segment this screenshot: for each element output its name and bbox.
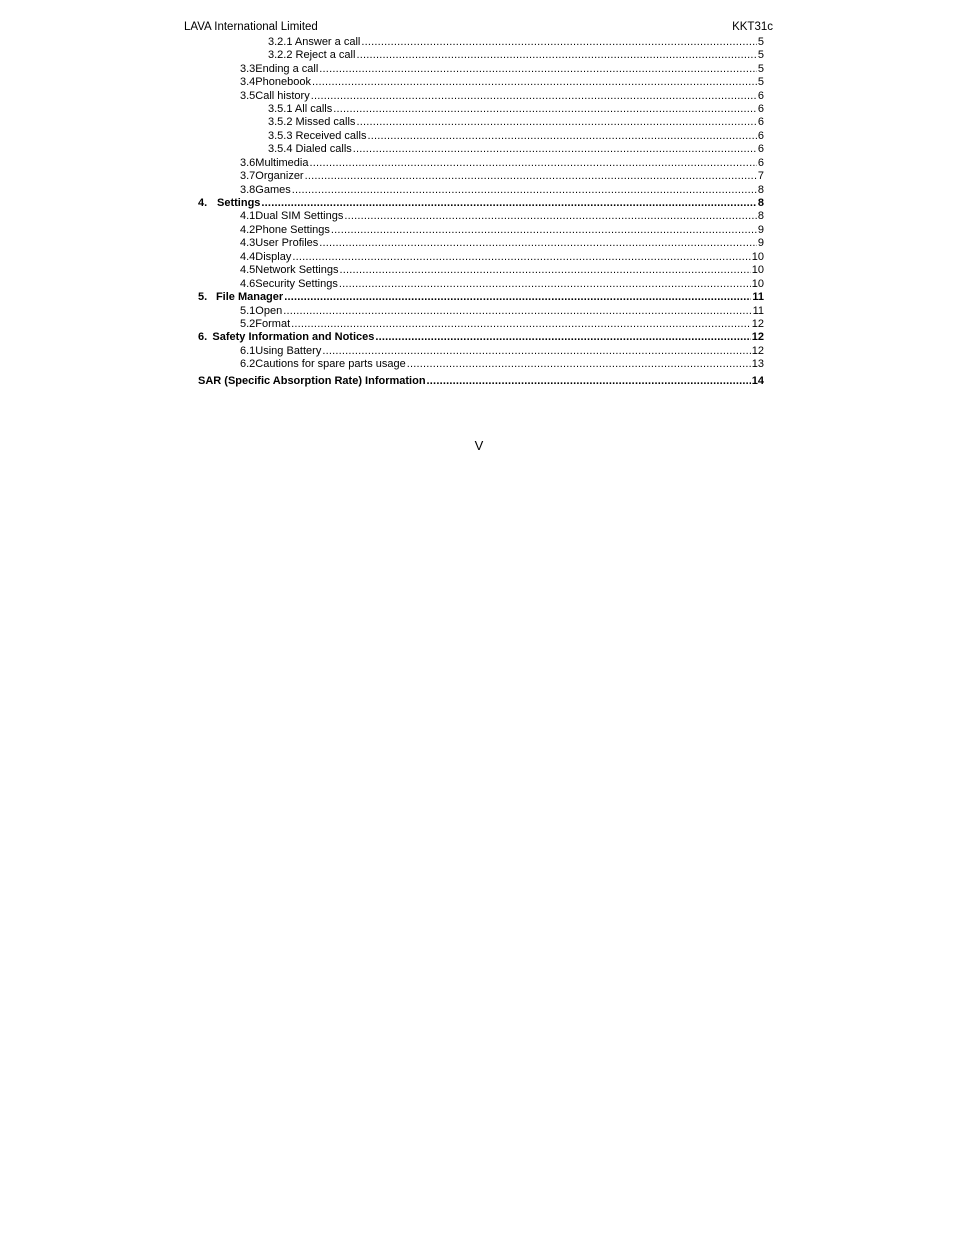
toc-dot-leader xyxy=(356,116,756,129)
toc-entry-page: 5 xyxy=(757,63,764,75)
toc-entry[interactable] xyxy=(268,49,764,62)
toc-entry-page: 13 xyxy=(751,358,764,370)
page-header-company: LAVA International Limited xyxy=(184,21,318,33)
toc-entry-page: 10 xyxy=(751,278,764,290)
toc-entry-page: 8 xyxy=(757,184,764,196)
toc-entry-number: 3.6 xyxy=(240,157,256,169)
toc-entry-page: 9 xyxy=(757,224,764,236)
page-header-model: KKT31c xyxy=(732,21,773,33)
toc-entry-title: 3.5.1 All calls xyxy=(268,103,333,115)
toc-entry[interactable] xyxy=(240,345,764,358)
toc-entry-number: 4.4 xyxy=(240,251,256,263)
toc-entry-page: 8 xyxy=(757,210,764,222)
toc-entry-number: 4.5 xyxy=(240,264,256,276)
toc-entry-title: Display xyxy=(255,251,292,263)
toc-entry-title: Safety Information and Notices xyxy=(212,331,375,343)
toc-entry-number: 6.1 xyxy=(240,345,256,357)
toc-entry-number: 6.2 xyxy=(240,358,256,370)
toc-entry-number: 5.2 xyxy=(240,318,256,330)
toc-entry-title: Cautions for spare parts usage xyxy=(255,358,406,370)
toc-dot-leader xyxy=(319,237,757,250)
toc-dot-leader xyxy=(311,90,757,103)
toc-entry[interactable] xyxy=(268,116,764,129)
toc-entry-title: Organizer xyxy=(255,170,304,182)
toc-entry-number: 3.3 xyxy=(240,63,256,75)
toc-entry[interactable] xyxy=(240,90,764,103)
toc-entry-page: 11 xyxy=(752,291,764,303)
toc-dot-leader xyxy=(322,345,750,358)
toc-entry-page: 6 xyxy=(757,103,764,115)
toc-entry[interactable] xyxy=(240,305,764,318)
toc-entry[interactable] xyxy=(198,291,764,304)
toc-entry-page: 5 xyxy=(757,76,764,88)
toc-dot-leader xyxy=(339,264,750,277)
page-footer xyxy=(0,438,954,453)
toc-entry-title: 3.5.2 Missed calls xyxy=(268,116,356,128)
toc-entry[interactable] xyxy=(240,318,764,331)
toc-entry[interactable] xyxy=(240,210,764,223)
toc-dot-leader xyxy=(305,170,757,183)
toc-entry-page: 5 xyxy=(757,49,764,61)
toc-dot-leader xyxy=(344,210,757,223)
page-number: V xyxy=(474,438,484,453)
toc-entry-title: Multimedia xyxy=(255,157,309,169)
toc-entry-title: 3.2.1 Answer a call xyxy=(268,36,361,48)
toc-dot-leader xyxy=(427,375,751,388)
toc-entry-title: Phonebook xyxy=(255,76,311,88)
toc-entry-number: 4.1 xyxy=(240,210,256,222)
toc-dot-leader xyxy=(284,291,751,304)
toc-entry-page: 11 xyxy=(752,305,764,317)
toc-entry[interactable] xyxy=(240,184,764,197)
toc-dot-leader xyxy=(367,130,756,143)
toc-entry-page: 14 xyxy=(751,375,764,387)
toc-entry-number: 6. xyxy=(198,331,208,343)
toc-entry[interactable] xyxy=(240,237,764,250)
toc-dot-leader xyxy=(312,76,757,89)
toc-entry[interactable] xyxy=(268,130,764,143)
toc-entry[interactable] xyxy=(268,143,764,156)
toc-entry-title: 3.5.4 Dialed calls xyxy=(268,143,352,155)
toc-entry-page: 9 xyxy=(757,237,764,249)
toc-entry[interactable] xyxy=(198,197,764,210)
toc-entry[interactable] xyxy=(240,157,764,170)
toc-entry-title: Security Settings xyxy=(255,278,338,290)
toc-entry-title: SAR (Specific Absorption Rate) Information xyxy=(198,375,426,387)
toc-entry[interactable] xyxy=(198,375,764,388)
toc-entry-page: 7 xyxy=(757,170,764,182)
toc-entry[interactable] xyxy=(240,251,764,264)
toc-dot-leader xyxy=(291,318,751,331)
toc-dot-leader xyxy=(331,224,757,237)
toc-entry-page: 6 xyxy=(757,116,764,128)
toc-entry-page: 12 xyxy=(751,331,764,343)
toc-entry-title: Using Battery xyxy=(255,345,322,357)
toc-dot-leader xyxy=(309,157,756,170)
toc-entry-title: Call history xyxy=(255,90,310,102)
toc-entry-page: 6 xyxy=(757,157,764,169)
toc-dot-leader xyxy=(407,358,751,371)
toc-entry[interactable] xyxy=(240,358,764,371)
toc-entry[interactable] xyxy=(268,103,764,116)
toc-entry-number: 4.3 xyxy=(240,237,256,249)
toc-entry[interactable] xyxy=(268,36,764,49)
toc-dot-leader xyxy=(339,278,751,291)
toc-entry-title: File Manager xyxy=(215,291,284,303)
toc-entry[interactable] xyxy=(240,76,764,89)
toc-dot-leader xyxy=(292,251,750,264)
toc-entry-title: Phone Settings xyxy=(255,224,330,236)
toc-entry-page: 12 xyxy=(751,345,764,357)
toc-entry-number: 4. xyxy=(198,197,208,209)
toc-entry-page: 12 xyxy=(751,318,764,330)
toc-entry-page: 6 xyxy=(757,90,764,102)
toc-entry-title: User Profiles xyxy=(255,237,319,249)
toc-entry[interactable] xyxy=(198,331,764,344)
toc-dot-leader xyxy=(375,331,750,344)
toc-dot-leader xyxy=(361,36,757,49)
toc-dot-leader xyxy=(353,143,757,156)
toc-dot-leader xyxy=(333,103,757,116)
toc-entry-number: 3.5 xyxy=(240,90,256,102)
toc-dot-leader xyxy=(283,305,751,318)
toc-entry-page: 8 xyxy=(757,197,764,209)
toc-entry-title: Format xyxy=(255,318,291,330)
toc-entry-title: Network Settings xyxy=(255,264,339,276)
toc-entry-page: 6 xyxy=(757,130,764,142)
toc-dot-leader xyxy=(319,63,757,76)
toc-entry-number: 4.6 xyxy=(240,278,256,290)
toc-entry[interactable] xyxy=(240,224,764,237)
toc-entry[interactable] xyxy=(240,264,764,277)
toc-entry-page: 10 xyxy=(751,251,764,263)
toc-entry-page: 5 xyxy=(757,36,764,48)
toc-entry-title: Dual SIM Settings xyxy=(255,210,344,222)
toc-entry-title: Games xyxy=(255,184,291,196)
toc-entry-number: 5. xyxy=(198,291,208,303)
toc-entry-title: 3.2.2 Reject a call xyxy=(268,49,356,61)
toc-entry-number: 4.2 xyxy=(240,224,256,236)
toc-entry-number: 5.1 xyxy=(240,305,256,317)
toc-entry-title: Open xyxy=(255,305,283,317)
toc-entry-title: Settings xyxy=(217,197,261,209)
toc-entry[interactable] xyxy=(240,278,764,291)
toc-entry[interactable] xyxy=(240,63,764,76)
toc-dot-leader xyxy=(261,197,756,210)
toc-entry-page: 6 xyxy=(757,143,764,155)
toc-entry-number: 3.7 xyxy=(240,170,256,182)
toc-dot-leader xyxy=(356,49,756,62)
toc-entry-page: 10 xyxy=(751,264,764,276)
toc-entry-title: Ending a call xyxy=(255,63,319,75)
toc-entry-number: 3.4 xyxy=(240,76,256,88)
toc-entry-title: 3.5.3 Received calls xyxy=(268,130,367,142)
toc-entry[interactable] xyxy=(240,170,764,183)
toc-dot-leader xyxy=(292,184,757,197)
toc-entry-number: 3.8 xyxy=(240,184,256,196)
